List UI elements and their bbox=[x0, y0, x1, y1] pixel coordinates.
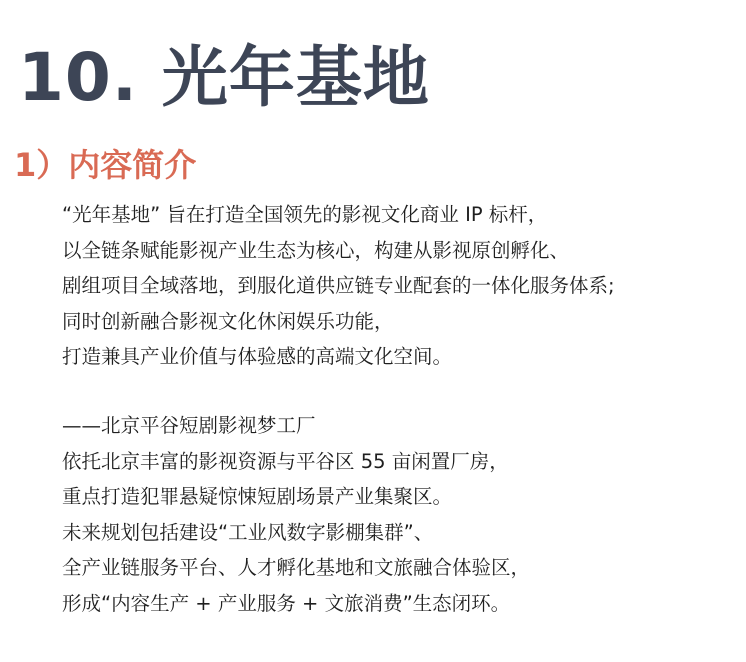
paragraph-line: 依托北京丰富的影视资源与平谷区 55 亩闲置厂房， bbox=[62, 449, 509, 473]
paragraph-line: 重点打造犯罪悬疑惊悚短剧场景产业集聚区。 bbox=[62, 485, 453, 508]
page-title: 10. 光年基地 bbox=[18, 39, 430, 116]
section-heading: 1）内容简介 bbox=[14, 146, 197, 184]
project-paragraph bbox=[62, 408, 530, 621]
paragraph-line: 剧组项目全域落地，到服化道供应链专业配套的一体化服务体系; bbox=[62, 274, 615, 297]
paragraph-line: 全产业链服务平台、人才孵化基地和文旅融合体验区， bbox=[62, 556, 531, 579]
paragraph-line: 形成“内容生产 + 产业服务 + 文旅消费”生态闭环。 bbox=[62, 591, 511, 615]
paragraph-line: 打造兼具产业价值与体验感的高端文化空间。 bbox=[62, 345, 453, 368]
intro-paragraph bbox=[62, 197, 615, 375]
paragraph-line: 以全链条赋能影视产业生态为核心，构建从影视原创孵化、 bbox=[62, 238, 570, 262]
paragraph-line: 未来规划包括建设“工业风数字影棚集群”、 bbox=[62, 520, 434, 544]
paragraph-line: 同时创新融合影视文化休闲娱乐功能， bbox=[62, 309, 394, 333]
paragraph-line: ——北京平谷短剧影视梦工厂 bbox=[62, 414, 316, 437]
paragraph-line: “光年基地” 旨在打造全国领先的影视文化商业 IP 标杆， bbox=[62, 203, 548, 226]
